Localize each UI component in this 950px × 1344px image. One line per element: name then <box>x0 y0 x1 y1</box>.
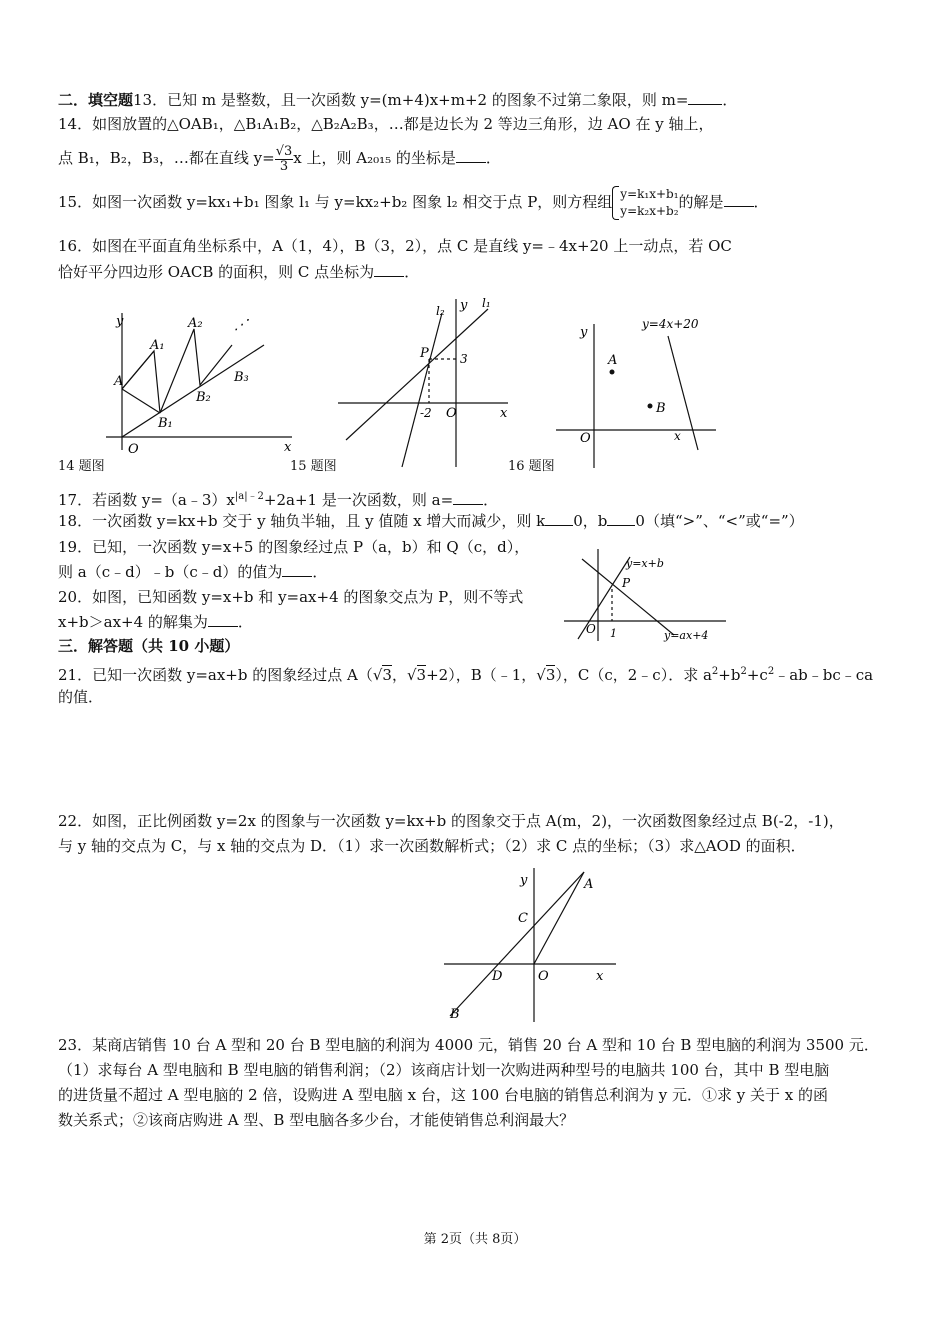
q19-line2 <box>58 562 327 582</box>
label-d: D <box>492 969 503 984</box>
label-o: O <box>446 406 457 421</box>
label-neg2: -2 <box>420 406 432 420</box>
point-b <box>648 404 653 409</box>
label-p: P <box>622 576 631 590</box>
label-b: B <box>450 1007 460 1022</box>
q16-line2 <box>58 262 419 282</box>
radicand: 3 <box>382 666 392 684</box>
label-b2: B₂ <box>196 390 211 405</box>
label-a: A <box>584 877 594 892</box>
figure-14-caption: 14 题图 <box>58 459 105 474</box>
q14-end: ． <box>485 149 501 167</box>
answer-blank <box>282 562 312 577</box>
label-p: P <box>420 346 429 361</box>
q14-line1: 14．如图放置的△OAB₁，△B₁A₁B₂，△B₂A₂B₃，…都是边长为 2 等边三角形，边 AO 在 y 轴上， <box>58 115 714 133</box>
label-x: x <box>596 969 604 984</box>
fraction-numerator: √3 <box>275 143 293 159</box>
q20-text: x+b＞ax+4 的解集为 <box>58 613 208 631</box>
q14-line2 <box>58 143 501 174</box>
answer-blank <box>374 262 404 277</box>
answer-blank <box>456 148 486 163</box>
equation-1: y=k₁x+b₁ <box>620 187 679 201</box>
label-ax-plus-4: y=ax+4 <box>664 629 709 642</box>
label-x: x <box>674 429 681 443</box>
label-l1: l₁ <box>482 296 491 310</box>
sqrt-1: √3 <box>372 666 392 684</box>
q22-line1: 22．如图，正比例函数 y=2x 的图象与一次函数 y=kx+b 的图象交于点 A(m，2)，一次函数图象经过点 B(-2，-1)， <box>58 812 844 830</box>
section-heading: 二．填空题 <box>58 91 134 109</box>
q17-text: 17．若函数 y=（a﹣3）x <box>58 491 235 509</box>
q21-tail: ﹣ab﹣bc﹣ca <box>774 666 874 684</box>
figure-15-caption: 15 题图 <box>290 459 337 474</box>
label-y: y <box>580 325 588 340</box>
q17-exponent: |a|﹣2 <box>234 491 264 502</box>
line-l1 <box>346 309 488 440</box>
q15-tail: 的解是 <box>678 193 724 211</box>
line-through-b <box>122 345 264 437</box>
q16-end: ． <box>404 263 420 281</box>
sqrt-3: √3 <box>536 666 556 684</box>
exponent: 2 <box>767 666 775 677</box>
line-kx-plus-b <box>450 872 584 1016</box>
equation-2: y=k₂x+b₂ <box>620 204 679 218</box>
figure-22 <box>440 866 620 1026</box>
q21-line2: 的值． <box>58 688 104 706</box>
label-y: y <box>116 314 124 329</box>
figure-20 <box>560 545 730 645</box>
question-18 <box>58 511 804 531</box>
q14-text-a: 点 B₁，B₂，B₃，…都在直线 y= <box>58 149 275 167</box>
q18-text-a: 18．一次函数 y=kx+b 交于 y 轴负半轴，且 y 值随 x 增大而减少，则 k <box>58 512 546 530</box>
q13-end: ． <box>722 91 738 109</box>
answer-blank <box>688 90 722 105</box>
label-y: y <box>520 873 528 888</box>
q19-text: 则 a（c﹣d）﹣b（c﹣d）的值为 <box>58 563 283 581</box>
page-footer: 第 2页（共 8页） <box>423 1232 527 1247</box>
brace <box>612 186 619 220</box>
figure-14 <box>96 305 296 455</box>
point-a <box>610 370 615 375</box>
label-x: x <box>284 440 292 455</box>
answer-blank-k <box>545 511 573 526</box>
label-x-plus-b: y=x+b <box>626 557 664 570</box>
q23-line1: 23．某商店销售 10 台 A 型和 20 台 B 型电脑的利润为 4000 元，销售 20 台 A 型和 10 台 B 型电脑的利润为 3500 元． <box>58 1036 879 1054</box>
sqrt-2: √3 <box>406 666 427 684</box>
radicand: 3 <box>545 666 556 684</box>
q17-end: ． <box>483 491 499 509</box>
answer-blank <box>453 490 483 505</box>
q15-end: ． <box>753 193 769 211</box>
figure-16 <box>550 310 720 470</box>
label-b: B <box>656 401 666 416</box>
answer-blank <box>724 192 754 207</box>
label-b1: B₁ <box>158 416 173 431</box>
triangle-chain <box>122 329 232 413</box>
q23-line3: 的进货量不超过 A 型电脑的 2 倍，设购进 A 型电脑 x 台，这 100 台电脑的销售总利润为 y 元．①求 y 关于 x 的函 <box>58 1086 828 1104</box>
q18-text-c: 0（填“>”、“<”或“=”） <box>635 512 804 530</box>
q21-line1 <box>58 662 873 685</box>
exponent: 2 <box>740 666 747 677</box>
q20-end: ． <box>237 613 253 631</box>
q21-plus-b: +b <box>718 666 741 684</box>
edge <box>122 351 154 389</box>
label-c: C <box>518 911 528 926</box>
label-l2: l₂ <box>436 304 445 318</box>
fraction-denominator: 3 <box>279 158 289 174</box>
answer-blank-b <box>607 511 635 526</box>
q13-text: 13．已知 m 是整数，且一次函数 y=(m+4)x+m+2 的图象不过第二象限，则 m= <box>133 91 689 109</box>
label-b3: B₃ <box>234 370 249 385</box>
q21-text-b: +2），B（﹣1， <box>426 666 537 684</box>
q23-line2: （1）求每台 A 型电脑和 B 型电脑的销售利润；（2）该商店计划一次购进两种型号的电脑共 100 台，其中 B 型电脑 <box>58 1061 830 1079</box>
label-a1: A₁ <box>150 338 165 353</box>
q22-line2: 与 y 轴的交点为 C，与 x 轴的交点为 D．（1）求一次函数解析式；（2）求 C 点的坐标；（3）求△AOD 的面积． <box>58 837 806 855</box>
q21-text-a: 21．已知一次函数 y=ax+b 的图象经过点 A（ <box>58 666 373 684</box>
label-o: O <box>538 969 549 984</box>
question-13 <box>58 90 737 110</box>
label-3: 3 <box>460 352 468 366</box>
label-o: O <box>580 431 591 446</box>
q15-text: 15．如图一次函数 y=kx₁+b₁ 图象 l₁ 与 y=kx₂+b₂ 图象 l₂ 相交于点 P，则方程组 <box>58 193 613 211</box>
q20-line1: 20．如图，已知函数 y=x+b 和 y=ax+4 的图象交点为 P，则不等式 <box>58 588 524 606</box>
label-a: A <box>608 353 618 368</box>
section-3-heading: 三．解答题（共 10 小题） <box>58 637 240 655</box>
q20-line2 <box>58 612 253 632</box>
label-1: 1 <box>610 627 617 640</box>
label-line: y=4x+20 <box>642 317 699 331</box>
answer-blank <box>208 612 238 627</box>
equation-system <box>612 186 678 220</box>
q19-line1: 19．已知，一次函数 y=x+5 的图象经过点 P（a，b）和 Q（c，d）， <box>58 538 530 556</box>
figure-15 <box>332 295 512 470</box>
fraction <box>275 145 294 174</box>
q21-text-c: ），C（c，2﹣c）．求 a <box>555 666 712 684</box>
exponent: 2 <box>711 666 719 677</box>
q17-tail: +2a+1 是一次函数，则 a= <box>263 491 454 509</box>
q21-plus-c: +c <box>746 666 768 684</box>
edge <box>122 389 160 413</box>
q21-sep: ， <box>391 666 407 684</box>
label-y: y <box>460 298 468 313</box>
radicand: 3 <box>416 666 427 684</box>
q14-text-b: x 上，则 A₂₀₁₅ 的坐标是 <box>293 149 456 167</box>
q19-end: ． <box>312 563 328 581</box>
label-o: O <box>586 622 596 636</box>
label-dots: ⋰ <box>234 317 248 333</box>
q23-line4: 数关系式；②该商店购进 A 型、B 型电脑各多少台，才能使销售总利润最大？ <box>58 1111 575 1129</box>
figure-16-caption: 16 题图 <box>508 459 555 474</box>
label-a: A <box>114 374 124 389</box>
line-c <box>668 336 698 450</box>
label-x: x <box>500 406 508 421</box>
label-o: O <box>128 442 139 455</box>
label-a2: A₂ <box>188 316 203 331</box>
q18-text-b: 0，b <box>573 512 608 530</box>
question-17 <box>58 487 498 510</box>
question-15 <box>58 184 769 220</box>
q16-text: 恰好平分四边形 OACB 的面积，则 C 点坐标为 <box>58 263 375 281</box>
line-l2 <box>402 313 442 467</box>
q16-line1: 16．如图在平面直角坐标系中，A（1，4），B（3，2），点 C 是直线 y=﹣4x+20 上一动点，若 OC <box>58 237 732 255</box>
